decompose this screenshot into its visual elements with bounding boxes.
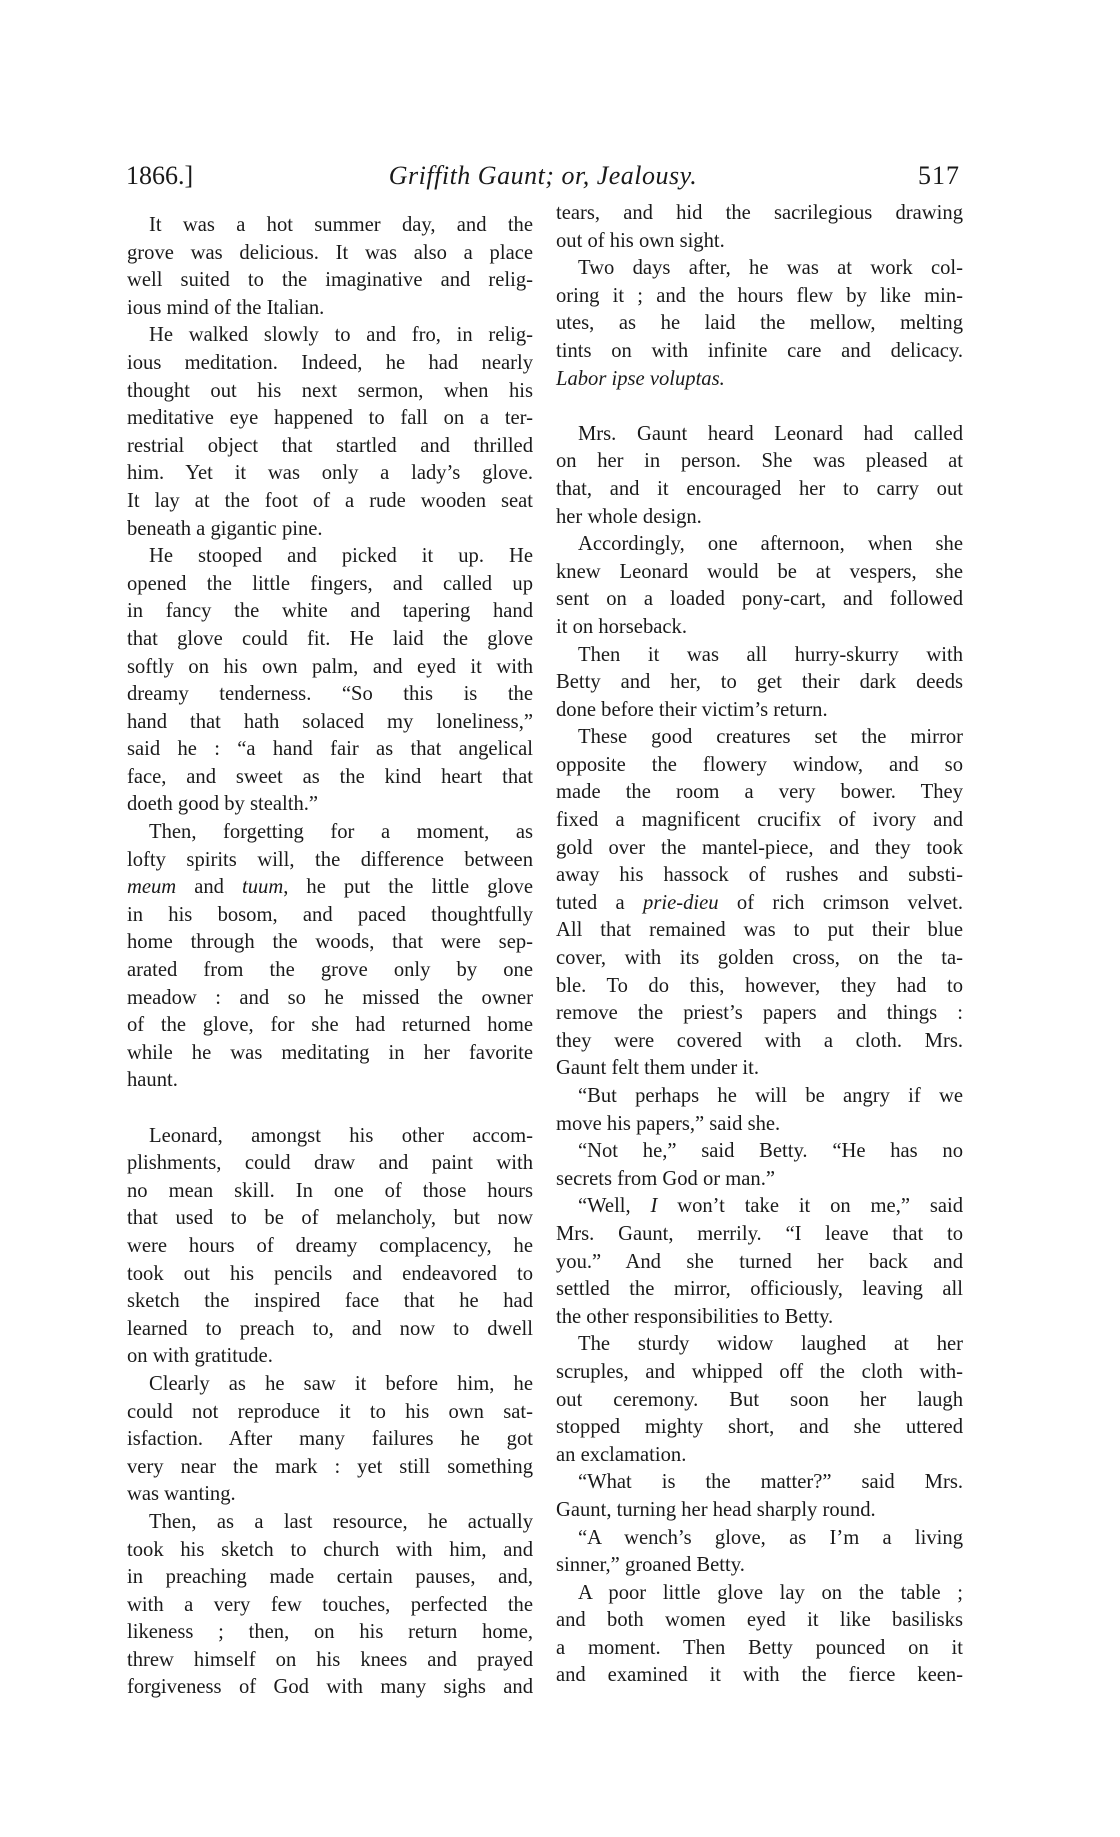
text-line: ble. To do this, however, they had to — [556, 974, 963, 997]
paragraph — [556, 642, 963, 725]
text-line: meum and tuum, he put the little glove — [127, 876, 533, 899]
page-number: 517 — [918, 161, 960, 190]
text-line: sketch the inspired face that he had — [127, 1290, 533, 1313]
text-line: and both women eyed it like basilisks — [556, 1609, 963, 1632]
text-line: oring it ; and the hours flew by like min- — [556, 284, 963, 307]
text-line: All that remained was to put their blue — [556, 919, 963, 942]
text-line: in his bosom, and paced thoughtfully — [127, 903, 533, 926]
text-line: opposite the flowery window, and so — [556, 753, 963, 776]
paragraph — [556, 1525, 963, 1580]
text-line: arated from the grove only by one — [127, 959, 533, 982]
paragraph — [556, 200, 963, 255]
text-line: secrets from God or man.” — [556, 1167, 776, 1190]
paragraph — [127, 1123, 533, 1371]
text-line: that glove could fit. He laid the glove — [127, 627, 533, 650]
text-line: tears, and hid the sacrilegious drawing — [556, 202, 963, 224]
text-line: Betty and her, to get their dark deeds — [556, 671, 963, 694]
text-line: out of his own sight. — [556, 229, 725, 252]
text-line: restrial object that startled and thrilled — [127, 434, 533, 457]
text-line: softly on his own palm, and eyed it with — [127, 655, 533, 678]
paragraph — [556, 1138, 963, 1193]
text-line: an exclamation. — [556, 1443, 687, 1466]
text-line: no mean skill. In one of those hours — [127, 1179, 533, 1202]
text-line: on with gratitude. — [127, 1345, 273, 1368]
text-line: Then it was all hurry-skurry with — [578, 643, 963, 666]
paragraph — [556, 1580, 963, 1690]
left-column — [127, 212, 533, 1702]
text-line: fixed a magnificent crucifix of ivory and — [556, 809, 963, 832]
text-line: ious mind of the Italian. — [127, 296, 325, 319]
text-line: made the room a very bower. They — [556, 781, 963, 804]
text-line: they were covered with a cloth. Mrs. — [556, 1029, 963, 1052]
text-line: “A wench’s glove, as I’m a living — [578, 1526, 963, 1549]
section-break — [127, 1095, 533, 1123]
text-line: hand that hath solaced my loneliness,” — [127, 710, 533, 733]
text-line: These good creatures set the mirror — [578, 726, 963, 749]
paragraph — [127, 212, 533, 322]
paragraph — [127, 543, 533, 819]
text-line: settled the mirror, officiously, leaving all — [556, 1278, 963, 1301]
text-line: gold over the mantel-piece, and they took — [556, 836, 963, 859]
text-line: was wanting. — [127, 1483, 236, 1506]
text-line: “But perhaps he will be angry if we — [578, 1085, 963, 1107]
paragraph — [127, 1371, 533, 1509]
text-line: that used to be of melancholy, but now — [127, 1207, 533, 1230]
text-line: a moment. Then Betty pounced on it — [556, 1636, 963, 1659]
text-line: scruples, and whipped off the cloth with- — [556, 1360, 963, 1383]
text-line: Mrs. Gaunt heard Leonard had called — [578, 422, 963, 445]
text-line: Leonard, amongst his other accom- — [149, 1124, 533, 1147]
text-line: very near the mark : yet still something — [127, 1455, 533, 1478]
text-line: and examined it with the fierce keen- — [556, 1664, 963, 1687]
text-line: ious meditation. Indeed, he had nearly — [127, 351, 533, 374]
text-line: stopped mighty short, and she uttered — [556, 1416, 963, 1439]
text-line: well suited to the imaginative and relig- — [127, 269, 533, 292]
text-line: away his hassock of rushes and substi- — [556, 864, 963, 887]
paragraph — [556, 724, 963, 1083]
text-line: forgiveness of God with many sighs and — [127, 1676, 533, 1699]
text-line: doeth good by stealth.” — [127, 793, 319, 816]
text-line: plishments, could draw and paint with — [127, 1152, 533, 1175]
running-head — [126, 158, 960, 194]
paragraph — [556, 1083, 963, 1138]
text-line: on her in person. She was pleased at — [556, 450, 963, 473]
right-column — [556, 200, 963, 1690]
paragraph — [556, 421, 963, 531]
paragraph — [556, 1193, 963, 1331]
text-line: tuted a prie-dieu of rich crimson velvet. — [556, 891, 963, 914]
text-line: knew Leonard would be at vespers, she — [556, 560, 963, 583]
text-line: move his papers,” said she. — [556, 1112, 781, 1135]
text-line: with a very few touches, perfected the — [127, 1593, 533, 1616]
text-line: took out his pencils and endeavored to — [127, 1262, 533, 1285]
paragraph — [556, 255, 963, 393]
text-line: Accordingly, one afternoon, when she — [578, 533, 963, 556]
text-line: in preaching made certain pauses, and, — [127, 1566, 533, 1589]
running-head-year: 1866.] — [126, 161, 194, 190]
running-head-title: Griffith Gaunt; or, Jealousy. — [388, 161, 698, 190]
text-line: were hours of dreamy complacency, he — [127, 1234, 533, 1257]
text-line: the other responsibilities to Betty. — [556, 1305, 834, 1328]
text-line: sinner,” groaned Betty. — [556, 1554, 745, 1577]
text-line: meditative eye happened to fall on a ter- — [127, 407, 533, 430]
text-line: in fancy the white and tapering hand — [127, 600, 533, 623]
text-line: sent on a loaded pony-cart, and followed — [556, 588, 963, 611]
text-line: grove was delicious. It was also a place — [127, 241, 533, 264]
text-line: It was a hot summer day, and the — [149, 214, 533, 236]
text-line: beneath a gigantic pine. — [127, 517, 323, 540]
text-line: while he was meditating in her favorite — [127, 1041, 533, 1064]
text-line: Two days after, he was at work col- — [578, 257, 963, 280]
text-line: “Well, I won’t take it on me,” said — [578, 1195, 963, 1218]
text-line: Labor ipse voluptas. — [556, 367, 725, 390]
text-line: utes, as he laid the mellow, melting — [556, 312, 963, 335]
text-line: dreamy tenderness. “So this is the — [127, 683, 533, 706]
text-line: took his sketch to church with him, and — [127, 1538, 533, 1561]
text-line: remove the priest’s papers and things : — [556, 1002, 963, 1025]
paragraph — [127, 322, 533, 543]
text-line: opened the little fingers, and called up — [127, 572, 533, 595]
text-line: “Not he,” said Betty. “He has no — [578, 1140, 963, 1163]
text-line: it on horseback. — [556, 615, 687, 638]
text-line: The sturdy widow laughed at her — [578, 1333, 963, 1356]
text-line: It lay at the foot of a rude wooden seat — [127, 489, 533, 512]
text-line: lofty spirits will, the difference between — [127, 848, 533, 871]
text-line: Mrs. Gaunt, merrily. “I leave that to — [556, 1222, 963, 1245]
text-line: face, and sweet as the kind heart that — [127, 765, 533, 788]
text-line: said he : “a hand fair as that angelical — [127, 738, 533, 761]
text-line: “What is the matter?” said Mrs. — [578, 1471, 963, 1494]
text-line: home through the woods, that were sep- — [127, 931, 533, 954]
paragraph — [556, 1331, 963, 1469]
section-break — [556, 393, 963, 421]
text-line: him. Yet it was only a lady’s glove. — [127, 462, 533, 485]
text-line: isfaction. After many failures he got — [127, 1428, 533, 1451]
text-line: thought out his next sermon, when his — [127, 379, 533, 402]
text-line: Then, forgetting for a moment, as — [149, 821, 533, 844]
paragraph — [556, 531, 963, 641]
text-line: could not reproduce it to his own sat- — [127, 1400, 533, 1423]
text-line: you.” And she turned her back and — [556, 1250, 963, 1273]
text-line: learned to preach to, and now to dwell — [127, 1317, 533, 1340]
text-line: likeness ; then, on his return home, — [127, 1621, 533, 1644]
text-line: Gaunt felt them under it. — [556, 1057, 760, 1080]
text-line: Then, as a last resource, he actually — [149, 1510, 533, 1533]
text-line: out ceremony. But soon her laugh — [556, 1388, 963, 1411]
text-line: cover, with its golden cross, on the ta- — [556, 947, 963, 970]
text-line: that, and it encouraged her to carry out — [556, 477, 963, 500]
text-line: threw himself on his knees and prayed — [127, 1648, 533, 1671]
text-line: done before their victim’s return. — [556, 698, 828, 721]
text-line: A poor little glove lay on the table ; — [578, 1581, 963, 1604]
text-line: her whole design. — [556, 505, 702, 528]
text-line: meadow : and so he missed the owner — [127, 986, 533, 1009]
text-line: Clearly as he saw it before him, he — [149, 1372, 533, 1395]
paragraph — [127, 819, 533, 1095]
text-line: tints on with infinite care and delicacy. — [556, 339, 963, 362]
text-line: of the glove, for she had returned home — [127, 1014, 533, 1037]
paragraph — [556, 1469, 963, 1524]
text-line: Gaunt, turning her head sharply round. — [556, 1498, 876, 1521]
text-line: He stooped and picked it up. He — [149, 545, 533, 568]
text-line: haunt. — [127, 1069, 178, 1092]
text-line: He walked slowly to and fro, in relig- — [149, 324, 533, 347]
paragraph — [127, 1509, 533, 1702]
